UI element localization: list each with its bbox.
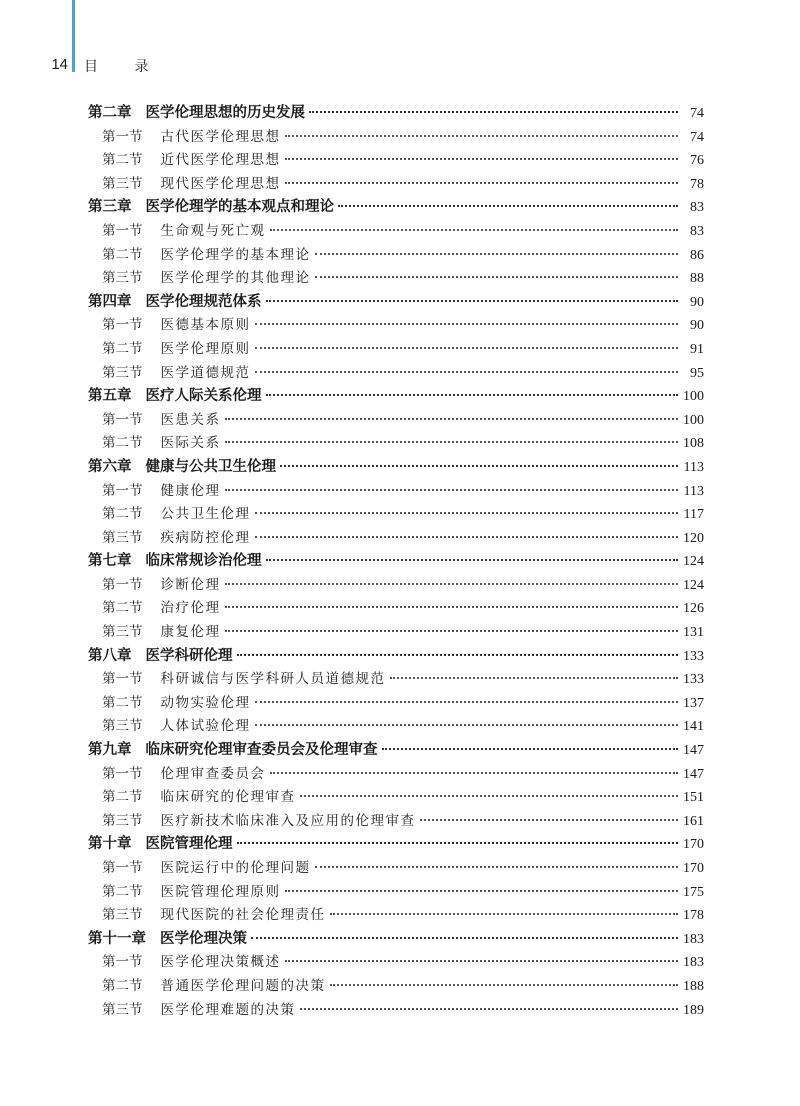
toc-entry-title: 疾病防控伦理 (160, 529, 251, 546)
toc-entry-number: 第三节 (102, 907, 143, 924)
toc-page-number: 88 (690, 271, 704, 287)
toc-entry-title: 动物实验伦理 (160, 694, 251, 711)
toc-page-number: 100 (683, 412, 704, 428)
toc-page-number: 175 (683, 884, 704, 900)
toc-entry-title: 医院管理伦理原则 (160, 883, 281, 900)
toc-chapter-entry[interactable] (88, 928, 704, 952)
toc-section-entry[interactable] (88, 951, 704, 975)
toc-dot-leader (266, 394, 679, 396)
toc-section-entry[interactable] (88, 480, 704, 504)
toc-entry-number: 第十一章 (88, 930, 146, 947)
table-of-contents (88, 102, 704, 1022)
toc-section-entry[interactable] (88, 810, 704, 834)
toc-dot-leader (225, 441, 679, 443)
toc-section-entry[interactable] (88, 597, 704, 621)
toc-page-number: 74 (690, 106, 704, 121)
toc-entry-title: 医学伦理规范体系 (145, 293, 262, 310)
toc-entry-number: 第一节 (102, 411, 143, 428)
toc-entry-number: 第三节 (102, 270, 143, 287)
toc-entry-number: 第一节 (102, 954, 143, 971)
toc-section-entry[interactable] (88, 668, 704, 692)
header-accent-rule (72, 0, 75, 72)
toc-dot-leader (315, 276, 679, 278)
toc-entry-title: 现代医院的社会伦理责任 (160, 907, 326, 924)
toc-section-entry[interactable] (88, 503, 704, 527)
toc-entry-title: 诊断伦理 (160, 576, 221, 593)
toc-section-entry[interactable] (88, 881, 704, 905)
toc-entry-number: 第三节 (102, 624, 143, 641)
toc-page-number: 141 (683, 719, 704, 735)
toc-dot-leader (285, 182, 679, 184)
toc-page-number: 124 (683, 554, 704, 570)
toc-dot-leader (255, 701, 679, 703)
toc-dot-leader (255, 371, 679, 373)
toc-page-number: 78 (690, 176, 704, 192)
toc-entry-number: 第二节 (102, 694, 143, 711)
toc-dot-leader (255, 512, 679, 514)
toc-section-entry[interactable] (88, 432, 704, 456)
toc-dot-leader (285, 890, 679, 892)
toc-entry-title: 近代医学伦理思想 (160, 152, 281, 169)
toc-entry-title: 医学伦理学的基本理论 (160, 246, 311, 263)
toc-entry-number: 第一节 (102, 317, 143, 334)
toc-section-entry[interactable] (88, 244, 704, 268)
toc-chapter-entry[interactable] (88, 291, 704, 315)
toc-dot-leader (225, 630, 679, 632)
toc-entry-number: 第三章 (88, 199, 132, 216)
toc-dot-leader (266, 300, 679, 302)
toc-entry-number: 第二节 (102, 600, 143, 617)
toc-section-entry[interactable] (88, 126, 704, 150)
toc-page-number: 189 (683, 1002, 704, 1018)
toc-dot-leader (330, 984, 679, 986)
toc-entry-number: 第三节 (102, 1001, 143, 1018)
toc-dot-leader (266, 559, 679, 561)
toc-page-number: 83 (690, 223, 704, 239)
toc-chapter-entry[interactable] (88, 456, 704, 480)
toc-dot-leader (420, 819, 679, 821)
toc-section-entry[interactable] (88, 314, 704, 338)
toc-chapter-entry[interactable] (88, 385, 704, 409)
toc-entry-title: 健康伦理 (160, 482, 221, 499)
toc-entry-title: 现代医学伦理思想 (160, 175, 281, 192)
toc-entry-title: 临床研究伦理审查委员会及伦理审查 (145, 742, 378, 759)
toc-entry-number: 第四章 (88, 293, 132, 310)
toc-dot-leader (270, 772, 679, 774)
toc-page-number: 133 (683, 672, 704, 688)
toc-entry-title: 康复伦理 (160, 624, 221, 641)
toc-page-number: 131 (683, 625, 704, 641)
toc-page-number: 95 (690, 365, 704, 381)
running-title: 目 录 (84, 59, 165, 75)
toc-page-number: 147 (683, 743, 704, 759)
toc-entry-number: 第二节 (102, 246, 143, 263)
toc-entry-number: 第二节 (102, 883, 143, 900)
toc-page-number: 183 (683, 955, 704, 971)
toc-entry-title: 医学伦理决策 (160, 930, 247, 947)
toc-entry-number: 第十章 (88, 836, 132, 853)
toc-entry-number: 第一节 (102, 222, 143, 239)
toc-page-number: 91 (690, 341, 704, 357)
toc-entry-title: 医学科研伦理 (145, 647, 233, 664)
toc-chapter-entry[interactable] (88, 833, 704, 857)
toc-section-entry[interactable] (88, 975, 704, 999)
toc-entry-number: 第三节 (102, 812, 143, 829)
toc-dot-leader (330, 913, 679, 915)
toc-entry-title: 医患关系 (160, 411, 221, 428)
toc-entry-title: 医院管理伦理 (145, 836, 233, 853)
toc-entry-number: 第二节 (102, 340, 143, 357)
toc-section-entry[interactable] (88, 786, 704, 810)
toc-dot-leader (280, 465, 678, 467)
toc-section-entry[interactable] (88, 267, 704, 291)
toc-page-number: 108 (683, 436, 704, 452)
toc-entry-number: 第三节 (102, 529, 143, 546)
toc-dot-leader (225, 583, 679, 585)
toc-entry-title: 古代医学伦理思想 (160, 128, 281, 145)
toc-dot-leader (315, 253, 679, 255)
toc-dot-leader (225, 489, 679, 491)
toc-page-number: 133 (683, 648, 704, 664)
toc-dot-leader (390, 677, 679, 679)
toc-page-number: 74 (690, 129, 704, 145)
toc-dot-leader (255, 323, 679, 325)
toc-entry-number: 第三节 (102, 718, 143, 735)
toc-entry-title: 普通医学伦理问题的决策 (160, 977, 326, 994)
toc-dot-leader (255, 724, 679, 726)
toc-section-entry[interactable] (88, 574, 704, 598)
toc-page-number: 120 (683, 530, 704, 546)
toc-entry-title: 公共卫生伦理 (160, 506, 251, 523)
toc-entry-number: 第二节 (102, 152, 143, 169)
toc-section-entry[interactable] (88, 173, 704, 197)
toc-entry-number: 第五章 (88, 388, 132, 405)
toc-entry-title: 临床研究的伦理审查 (160, 789, 296, 806)
toc-entry-number: 第二节 (102, 977, 143, 994)
toc-entry-title: 临床常规诊治伦理 (145, 553, 262, 570)
toc-dot-leader (285, 960, 679, 962)
toc-entry-title: 伦理审查委员会 (160, 765, 266, 782)
toc-section-entry[interactable] (88, 409, 704, 433)
toc-entry-title: 医学伦理难题的决策 (160, 1001, 296, 1018)
toc-dot-leader (237, 842, 679, 844)
toc-entry-number: 第一节 (102, 576, 143, 593)
toc-entry-number: 第二节 (102, 435, 143, 452)
toc-page-number: 151 (683, 790, 704, 806)
toc-dot-leader (309, 111, 678, 113)
toc-dot-leader (285, 158, 679, 160)
toc-entry-title: 治疗伦理 (160, 600, 221, 617)
toc-page-number: 126 (683, 601, 704, 617)
toc-entry-number: 第一节 (102, 765, 143, 782)
toc-entry-number: 第一节 (102, 860, 143, 876)
toc-entry-number: 第七章 (88, 553, 132, 570)
toc-entry-title: 医学伦理学的其他理论 (160, 270, 311, 287)
toc-entry-number: 第八章 (88, 647, 132, 664)
toc-entry-number: 第二节 (102, 789, 143, 806)
toc-entry-title: 医德基本原则 (160, 317, 251, 334)
toc-page-number: 90 (690, 294, 704, 310)
toc-entry-title: 科研诚信与医学科研人员道德规范 (160, 671, 386, 688)
toc-dot-leader (255, 536, 679, 538)
toc-page-number: 76 (690, 153, 704, 169)
toc-section-entry[interactable] (88, 338, 704, 362)
toc-section-entry[interactable] (88, 149, 704, 173)
toc-entry-title: 医学道德规范 (160, 364, 251, 381)
toc-entry-number: 第一节 (102, 482, 143, 499)
toc-section-entry[interactable] (88, 999, 704, 1023)
toc-dot-leader (300, 795, 679, 797)
toc-section-entry[interactable] (88, 763, 704, 787)
toc-chapter-entry[interactable] (88, 196, 704, 220)
toc-entry-title: 医疗新技术临床准入及应用的伦理审查 (160, 812, 416, 829)
toc-page-number: 113 (683, 483, 704, 499)
toc-entry-title: 医际关系 (160, 435, 221, 452)
toc-entry-title: 医学伦理学的基本观点和理论 (145, 199, 334, 216)
toc-page-number: 161 (683, 813, 704, 829)
toc-dot-leader (225, 606, 679, 608)
toc-dot-leader (315, 866, 679, 868)
toc-dot-leader (382, 748, 679, 750)
toc-dot-leader (225, 418, 679, 420)
toc-entry-number: 第一节 (102, 671, 143, 688)
toc-section-entry[interactable] (88, 220, 704, 244)
toc-entry-number: 第一节 (102, 128, 143, 145)
toc-dot-leader (285, 135, 679, 137)
toc-page-number: 117 (683, 507, 704, 523)
page-number: 14 (51, 56, 68, 73)
toc-page-number: 170 (683, 837, 704, 853)
toc-page-number: 183 (683, 931, 704, 947)
toc-page-number: 124 (683, 577, 704, 593)
toc-page-number: 188 (683, 978, 704, 994)
toc-dot-leader (255, 347, 679, 349)
toc-section-entry[interactable] (88, 715, 704, 739)
toc-entry-number: 第九章 (88, 742, 132, 759)
toc-entry-number: 第二章 (88, 105, 132, 121)
toc-dot-leader (270, 229, 679, 231)
toc-section-entry[interactable] (88, 362, 704, 386)
toc-chapter-entry[interactable] (88, 645, 704, 669)
toc-chapter-entry[interactable] (88, 739, 704, 763)
toc-entry-title: 医学伦理原则 (160, 340, 251, 357)
toc-dot-leader (338, 205, 678, 207)
toc-entry-number: 第三节 (102, 364, 143, 381)
toc-section-entry[interactable] (88, 621, 704, 645)
toc-page-number: 90 (690, 318, 704, 334)
toc-entry-number: 第二节 (102, 506, 143, 523)
toc-entry-title: 医学伦理思想的历史发展 (145, 105, 305, 121)
toc-dot-leader (300, 1008, 679, 1010)
toc-page-number: 113 (683, 459, 704, 475)
toc-section-entry[interactable] (88, 527, 704, 551)
toc-entry-title: 生命观与死亡观 (160, 222, 266, 239)
toc-page-number: 83 (690, 200, 704, 216)
toc-section-entry[interactable] (88, 904, 704, 928)
toc-page-number: 100 (683, 389, 704, 405)
toc-page-number: 170 (683, 861, 704, 876)
toc-chapter-entry[interactable] (88, 550, 704, 574)
toc-entry-number: 第三节 (102, 175, 143, 192)
toc-entry-title: 医学伦理决策概述 (160, 954, 281, 971)
toc-chapter-entry[interactable] (88, 102, 704, 126)
toc-entry-title: 健康与公共卫生伦理 (145, 458, 276, 475)
toc-entry-title: 医院运行中的伦理问题 (160, 860, 311, 876)
toc-page-number: 137 (683, 695, 704, 711)
toc-dot-leader (251, 937, 678, 939)
toc-page-number: 147 (683, 766, 704, 782)
toc-entry-title: 人体试验伦理 (160, 718, 251, 735)
toc-entry-number: 第六章 (88, 458, 132, 475)
toc-page-number: 86 (690, 247, 704, 263)
toc-section-entry[interactable] (88, 692, 704, 716)
toc-dot-leader (237, 654, 679, 656)
toc-entry-title: 医疗人际关系伦理 (145, 388, 262, 405)
toc-page-number: 178 (683, 908, 704, 924)
toc-section-entry[interactable] (88, 857, 704, 881)
